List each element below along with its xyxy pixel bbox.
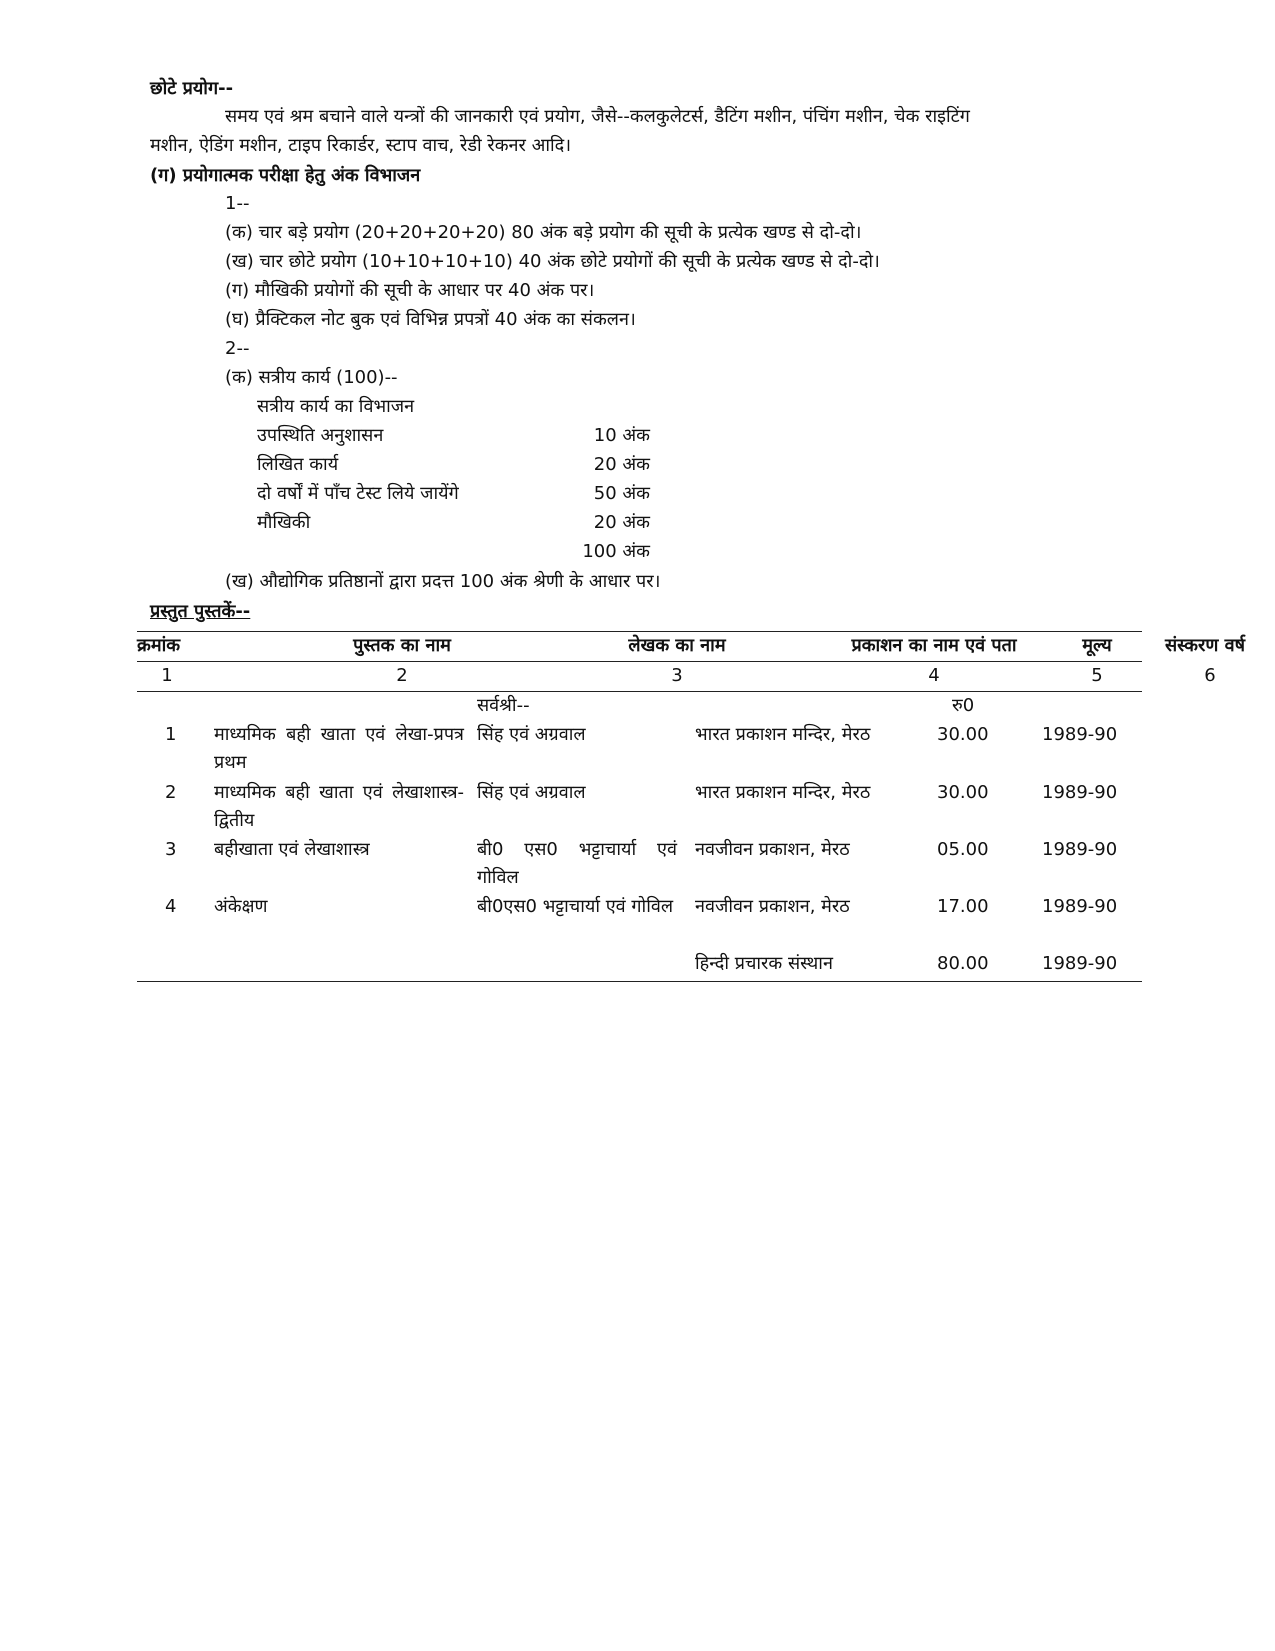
small-experiments-line-1: समय एवं श्रम बचाने वाले यन्त्रों की जानकारी एवं प्रयोग, जैसे--कलकुलेटर्स, डैटिंग मशीन, पंचिंग मशीन, चेक राइटिंग: [225, 106, 970, 127]
sessional-row-label: दो वर्षों में पाँच टेस्ट लिये जायेंगे: [257, 483, 459, 504]
author-prefix: सर्वश्री--: [477, 695, 530, 716]
small-experiments-line-2: मशीन, ऐडिंग मशीन, टाइप रिकार्डर, स्टाप वाच, रेडी रेकनर आदि।: [150, 135, 572, 156]
table-cell-year: 1989-90: [1042, 782, 1118, 803]
sessional-row-marks: 10 अंक: [593, 425, 650, 446]
table-header: क्रमांक: [137, 635, 181, 656]
table-cell-year: 1989-90: [1042, 896, 1118, 917]
table-subheader-rule: [137, 691, 1142, 692]
column-number: 4: [928, 665, 940, 686]
table-cell-book: माध्यमिक बही खाता एवं लेखा-प्रपत्र प्रथम: [214, 724, 464, 773]
table-cell-publisher: नवजीवन प्रकाशन, मेरठ: [695, 896, 850, 917]
section-2-number: 2--: [225, 338, 250, 359]
table-header: लेखक का नाम: [628, 635, 726, 656]
industrial-line: (ख) औद्योगिक प्रतिष्ठानों द्वारा प्रदत्त 100 अंक श्रेणी के आधार पर।: [225, 571, 661, 592]
column-number: 6: [1204, 665, 1216, 686]
table-cell-author: बी0 एस0 भट्टाचार्या एवं गोविल: [477, 839, 677, 888]
table-cell-price: 05.00: [937, 839, 989, 860]
section-1-item: (ख) चार छोटे प्रयोग (10+10+10+10) 40 अंक छोटे प्रयोगों की सूची के प्रत्येक खण्ड से दो-दो।: [225, 251, 880, 272]
table-cell-author: बी0एस0 भट्टाचार्या एवं गोविल: [477, 896, 674, 917]
table-cell-sn: 1: [165, 724, 177, 745]
table-cell-sn: 4: [165, 896, 177, 917]
table-cell-year: 1989-90: [1042, 724, 1118, 745]
table-header: पुस्तक का नाम: [353, 635, 451, 656]
column-number: 5: [1091, 665, 1103, 686]
table-cell-publisher: भारत प्रकाशन मन्दिर, मेरठ: [695, 724, 871, 745]
table-cell-author: सिंह एवं अग्रवाल: [477, 782, 586, 803]
sessional-row-label: मौखिकी: [257, 512, 311, 533]
table-bottom-rule: [137, 981, 1142, 982]
sessional-total: 100 अंक: [582, 541, 650, 562]
table-cell-publisher: हिन्दी प्रचारक संस्थान: [695, 953, 833, 974]
section-1-item: (क) चार बड़े प्रयोग (20+20+20+20) 80 अंक बड़े प्रयोग की सूची के प्रत्येक खण्ड से दो-दो।: [225, 222, 862, 243]
sessional-row-label: उपस्थिति अनुशासन: [257, 425, 384, 446]
sessional-heading: (क) सत्रीय कार्य (100)--: [225, 367, 398, 388]
sessional-row-marks: 20 अंक: [593, 454, 650, 475]
table-cell-book: अंकेक्षण: [214, 896, 268, 917]
table-header: प्रकाशन का नाम एवं पता: [851, 635, 1017, 656]
table-cell-price: 80.00: [937, 953, 989, 974]
table-cell-year: 1989-90: [1042, 839, 1118, 860]
table-cell-price: 17.00: [937, 896, 989, 917]
column-number: 2: [396, 665, 408, 686]
sessional-row-marks: 20 अंक: [593, 512, 650, 533]
section-1-item: (ग) मौखिकी प्रयोगों की सूची के आधार पर 40 अंक पर।: [225, 280, 595, 301]
table-cell-author: सिंह एवं अग्रवाल: [477, 724, 586, 745]
table-cell-book: माध्यमिक बही खाता एवं लेखाशास्त्र-द्वितीय: [214, 782, 464, 831]
table-cell-sn: 3: [165, 839, 177, 860]
table-cell-publisher: भारत प्रकाशन मन्दिर, मेरठ: [695, 782, 871, 803]
table-header: मूल्य: [1082, 635, 1112, 656]
price-prefix: रु0: [952, 695, 975, 716]
sessional-row-label: लिखित कार्य: [257, 454, 339, 475]
table-cell-price: 30.00: [937, 782, 989, 803]
sessional-row-marks: 50 अंक: [593, 483, 650, 504]
table-cell-book: बहीखाता एवं लेखाशास्त्र: [214, 839, 370, 860]
table-cell-year: 1989-90: [1042, 953, 1118, 974]
table-header: संस्करण वर्ष: [1164, 635, 1246, 656]
table-cell-price: 30.00: [937, 724, 989, 745]
column-number: 1: [161, 665, 173, 686]
small-experiments-heading: छोटे प्रयोग--: [150, 78, 234, 99]
section-1-item: (घ) प्रैक्टिकल नोट बुक एवं विभिन्न प्रपत्रों 40 अंक का संकलन।: [225, 309, 636, 330]
sessional-subheading: सत्रीय कार्य का विभाजन: [257, 396, 415, 417]
books-heading: प्रस्तुत पुस्तकें--: [150, 601, 251, 622]
table-cell-sn: 2: [165, 782, 177, 803]
section-1-number: 1--: [225, 193, 250, 214]
marks-distribution-heading: (ग) प्रयोगात्मक परीक्षा हेतु अंक विभाजन: [150, 165, 421, 186]
table-cell-publisher: नवजीवन प्रकाशन, मेरठ: [695, 839, 850, 860]
column-number: 3: [671, 665, 683, 686]
